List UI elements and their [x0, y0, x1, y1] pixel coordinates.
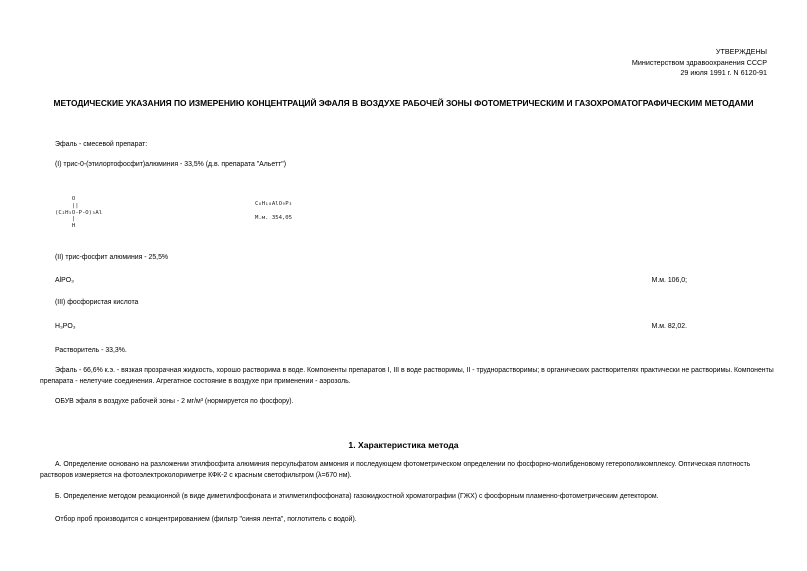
solvent-text: Растворитель - 33,3%. [55, 347, 127, 354]
section-1-sampling: Отбор проб производится с концентрированием (фильтр "синяя лента", поглотитель с водой). [55, 516, 357, 523]
component-3-mass: М.м. 82,02. [651, 323, 687, 330]
section-1-title: 1. Характеристика метода [348, 440, 459, 450]
component-1-label: (I) трис-0-(этилортофосфит)алюминия - 33,5% (д.в. препарата "Альетт") [55, 161, 287, 168]
section-1-para-b: Б. Определение методом реакционной (в виде диметилфосфоната и этилметилфосфоната) газожидкостной хроматографии (ГЖХ) с фосфорным пламенно-фотометрическим детектором. [55, 493, 659, 500]
structural-formula: О || (C₂H₅O-P-O)₃Al | H [55, 196, 103, 230]
component-3-label: (III) фосфористая кислота [55, 299, 139, 306]
component-2-formula: AlPO₃ [55, 277, 74, 284]
component-2-mass: М.м. 106,0; [651, 277, 687, 284]
approval-line: Министерством здравоохранения СССР [631, 57, 767, 67]
component-2-label: (II) трис-фосфит алюминия - 25,5% [55, 254, 169, 261]
component-3-formula: H₃PO₃ [55, 323, 76, 330]
molecular-formula: C₆H₁₈AlO₉P₃ М.м. 354,05 [255, 201, 293, 221]
document-title: МЕТОДИЧЕСКИЕ УКАЗАНИЯ ПО ИЗМЕРЕНИЮ КОНЦЕНТРАЦИЙ ЭФАЛЯ В ВОЗДУХЕ РАБОЧЕЙ ЗОНЫ ФОТОМЕТРИЧЕСКИМ И ГАЗОХРОМАТОГРАФИЧЕСКИМ МЕТОДАМИ [53, 98, 754, 108]
intro-text: Эфаль - смесевой препарат: [55, 141, 148, 148]
approval-line: 29 июля 1991 г. N 6120-91 [680, 68, 767, 77]
approval-line: УТВЕРЖДЕНЫ [715, 47, 767, 56]
description-paragraph: Эфаль - 66,6% к.э. - вязкая прозрачная жидкость, хорошо растворима в воде. Компоненты препаратов I, III в воде растворимы, II - труднорастворимы; в органических растворителях практически не растворимы. Компоненты препарата - нелетучие соединения. Агрегатное состояние в воздухе при применении - аэрозоль. [40, 367, 774, 385]
section-1-para-a: А. Определение основано на разложении этилфосфита алюминия персульфатом аммония и последующем фотометрическом определении по фосфорно-молибденовому гетерополикомплексу. Оптическая плотность растворов измеряется на фотоэлектроколориметре КФК-2 с красным светофильтром (λ=670 нм). [40, 461, 751, 479]
obuv-text: ОБУВ эфаля в воздухе рабочей зоны - 2 мг/м³ (нормируется по фосфору). [55, 398, 294, 405]
approval-block [632, 47, 767, 79]
